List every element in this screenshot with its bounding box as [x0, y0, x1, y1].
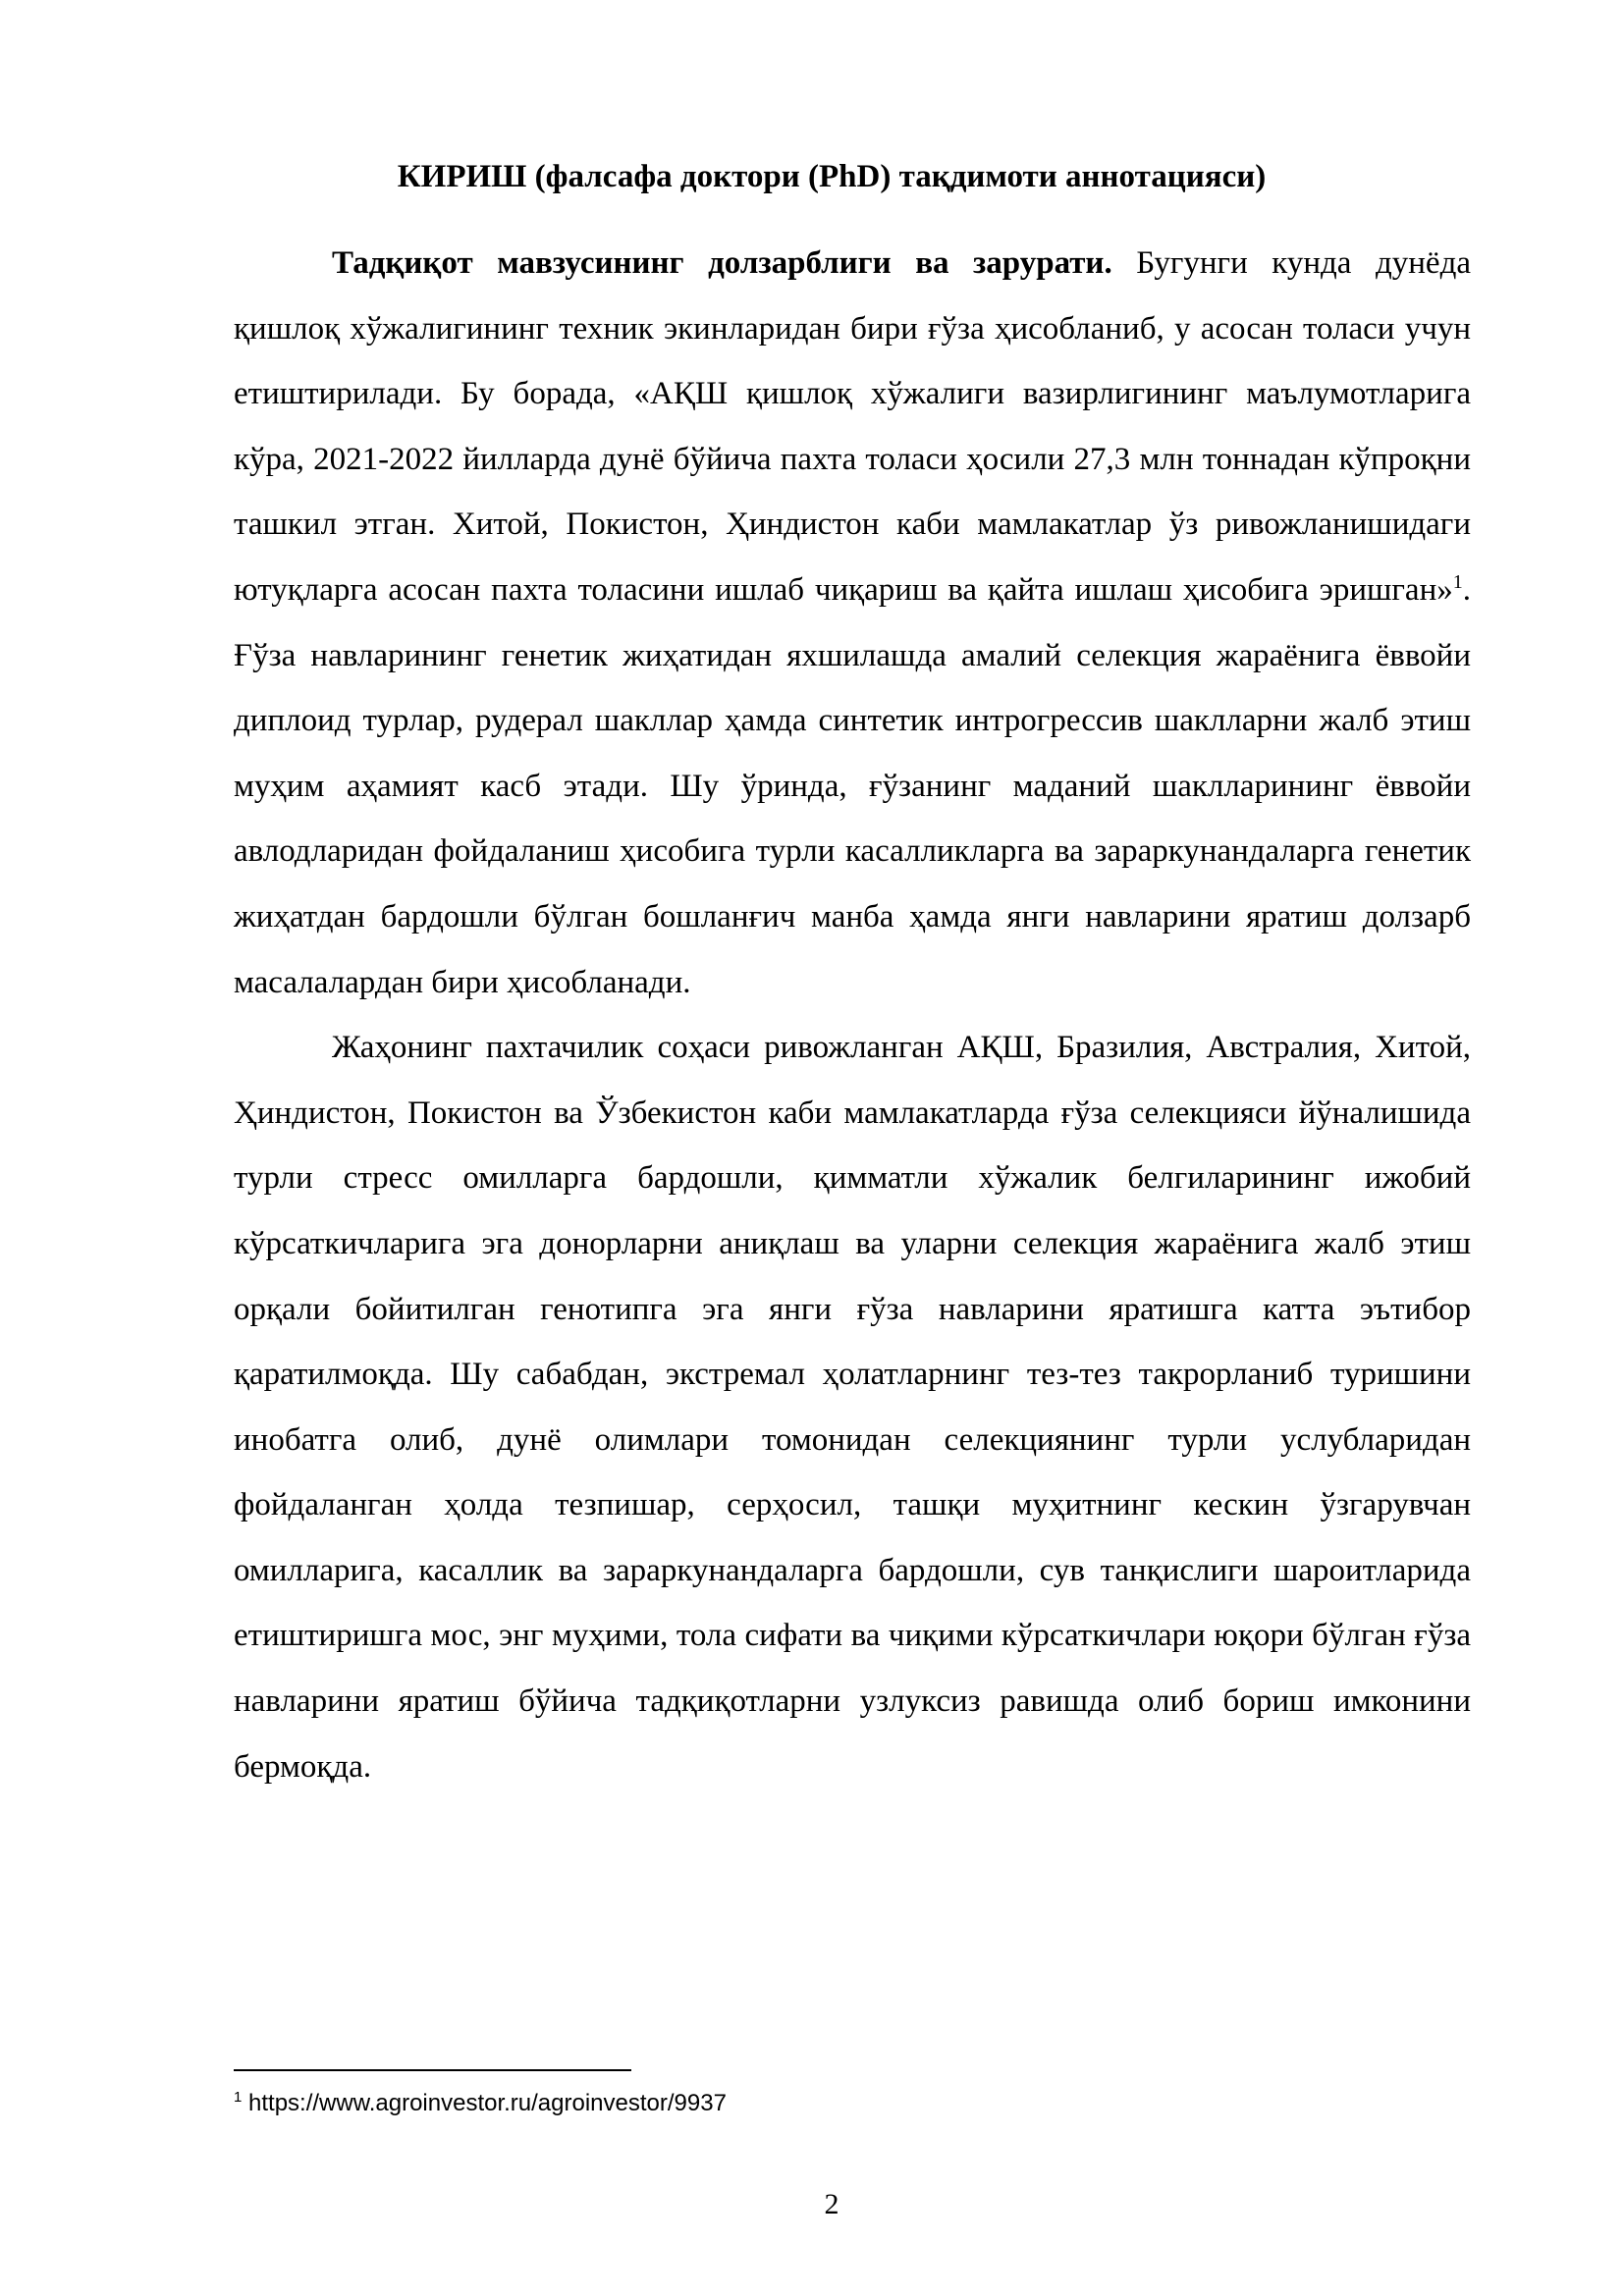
footnote	[234, 2089, 727, 2118]
footnote-link[interactable]: https://www.agroinvestor.ru/agroinvestor/9937	[242, 2090, 727, 2116]
body-text	[234, 231, 1471, 1799]
paragraph-lead: Тадқиқот мавзусининг долзарблиги ва зарурати.	[332, 245, 1112, 281]
footnote-divider	[234, 2069, 631, 2071]
paragraph-text: Бугунги кунда дунёда қишлоқ хўжалигининг техник экинларидан бири ғўза ҳисобланиб, у асосан толаси учун етиштирилади. Бу борада, «АҚШ қишлоқ хўжалиги вазирлигининг маълумотларига кўра, 2021-2022 йилларда дунё бўйича пахта толаси ҳосили 27,3 млн тоннадан кўпроқни ташкил этган. Хитой, Покистон, Ҳиндистон каби мамлакатлар ўз ривожланишидаги ютуқларга асосан пахта толасини ишлаб чиқариш ва қайта ишлаш ҳисобига эришган»	[234, 245, 1472, 608]
paragraph-text-continued: . Ғўза навларининг генетик жиҳатидан яхшилашда амалий селекция жараёнига ёввойи диплоид турлар, рудерал шакллар ҳамда синтетик интрогрессив шаклларни жалб этиш муҳим аҳамият касб этади. Шу ўринда, ғўзанинг маданий шаклларининг ёввойи авлодларидан фойдаланиш ҳисобига турли касалликларга ва зараркунандаларга генетик жиҳатдан бардошли бўлган бошланғич манба ҳамда янги навларини яратиш долзарб масалалардан бири ҳисобланади.	[234, 571, 1471, 1000]
footnote-reference: 1	[1452, 570, 1463, 593]
paragraph-world-cotton: Жаҳонинг пахтачилик соҳаси ривожланган АҚШ, Бразилия, Австралия, Хитой, Ҳиндистон, Покистон ва Ўзбекистон каби мамлакатларда ғўза селекцияси йўналишида турли стресс омилларга бардошли, қимматли хўжалик белгиларининг ижобий кўрсаткичларига эга донорларни аниқлаш ва уларни селекция жараёнига жалб этиш орқали бойитилган генотипга эга янги ғўза навларини яратишга катта эътибор қаратилмоқда. Шу сабабдан, экстремал ҳолатларнинг тез-тез такрорланиб туришини инобатга олиб, дунё олимлари томонидан селекциянинг турли услубларидан фойдаланган ҳолда тезпишар, серҳосил, ташқи муҳитнинг кескин ўзгарувчан омилларига, касаллик ва зараркунандаларга бардошли, сув танқислиги шароитларида етиштиришга мос, энг муҳими, тола сифати ва чиқими кўрсаткичлари юқори бўлган ғўза навларини яратиш бўйича тадқиқотларни узлуксиз равишда олиб бориш имконини бермоқда.	[234, 1030, 1471, 1785]
page-title: КИРИШ (фалсафа доктори (PhD) тақдимоти аннотацияси)	[397, 159, 1267, 194]
footnote-number: 1	[234, 2089, 243, 2106]
page-number: 2	[824, 2188, 839, 2220]
paragraph-relevance	[234, 231, 1471, 1015]
